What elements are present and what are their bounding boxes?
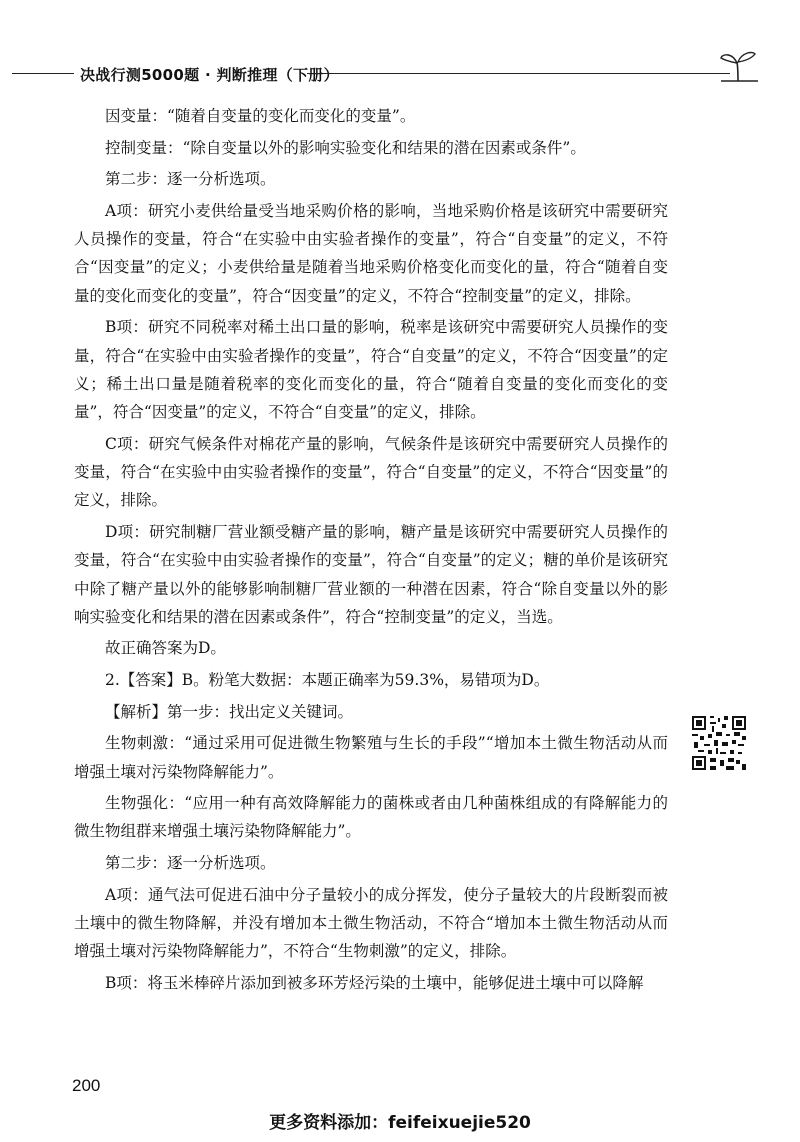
qr-code-icon[interactable] xyxy=(692,716,746,770)
paragraph: C项：研究气候条件对棉花产量的影响，气候条件是该研究中需要研究人员操作的变量，符合“在实验中由实验者操作的变量”，符合“自变量”的定义，不符合“因变量”的定义，排除。 xyxy=(74,434,668,510)
footer-note: 更多资料添加：feifeixuejie520 xyxy=(269,1113,531,1133)
paragraph: D项：研究制糖厂营业额受糖产量的影响，糖产量是该研究中需要研究人员操作的变量，符合“在实验中由实验者操作的变量”，符合“自变量”的定义；糖的单价是该研究中除了糖产量以外的能够影响制糖厂营业额的一种潜在因素，符合“除自变量以外的影响实验变化和结果的潜在因素或条件”，符合“控制变量”的定义，当选。 xyxy=(74,522,668,626)
paragraph: 【解析】第一步：找出定义关键词。 xyxy=(105,702,354,721)
page-header xyxy=(0,54,800,84)
header-title: 决战行测5000题 · 判断推理（下册） xyxy=(80,66,339,84)
header-rule-right xyxy=(307,73,730,74)
paragraph: 2.【答案】B。粉笔大数据：本题正确率为59.3%，易错项为D。 xyxy=(105,671,550,690)
header-rule-left xyxy=(12,73,74,74)
paragraph: 生物强化：“应用一种有高效降解能力的菌株或者由几种菌株组成的有降解能力的微生物组群来增强土壤污染物降解能力”。 xyxy=(74,794,668,841)
paragraph: 生物刺激：“通过采用可促进微生物繁殖与生长的手段”“增加本土微生物活动从而增强土壤对污染物降解能力”。 xyxy=(74,734,668,781)
paragraph: 第二步：逐一分析选项。 xyxy=(105,170,276,189)
paragraph: A项：研究小麦供给量受当地采购价格的影响，当地采购价格是该研究中需要研究人员操作的变量，符合“在实验中由实验者操作的变量”，符合“自变量”的定义，不符合“因变量”的定义；小麦供给量是随着当地采购价格变化而变化的量，符合“随着自变量的变化而变化的变量”，符合“因变量”的定义，不符合“控制变量”的定义，排除。 xyxy=(74,201,668,305)
paragraph: B项：研究不同税率对稀土出口量的影响，税率是该研究中需要研究人员操作的变量，符合“在实验中由实验者操作的变量”，符合“自变量”的定义，不符合“因变量”的定义；稀土出口量是随着税率的变化而变化的量，符合“随着自变量的变化而变化的变量”，符合“因变量”的定义，不符合“自变量”的定义，排除。 xyxy=(74,318,668,422)
paragraph: 故正确答案为D。 xyxy=(105,639,226,658)
body-text xyxy=(74,102,668,1000)
paragraph: 因变量：“随着自变量的变化而变化的变量”。 xyxy=(105,107,416,125)
paragraph: 控制变量：“除自变量以外的影响实验变化和结果的潜在因素或条件”。 xyxy=(105,138,586,157)
paragraph: B项：将玉米棒碎片添加到被多环芳烃污染的土壤中，能够促进土壤中可以降解 xyxy=(105,973,644,992)
page-number: 200 xyxy=(72,1076,101,1095)
paragraph: A项：通气法可促进石油中分子量较小的成分挥发，使分子量较大的片段断裂而被土壤中的微生物降解，并没有增加本土微生物活动，不符合“增加本土微生物活动从而增强土壤对污染物降解能力”，不符合“生物刺激”的定义，排除。 xyxy=(74,885,668,961)
sprout-icon xyxy=(718,48,758,82)
paragraph: 第二步：逐一分析选项。 xyxy=(105,853,276,872)
